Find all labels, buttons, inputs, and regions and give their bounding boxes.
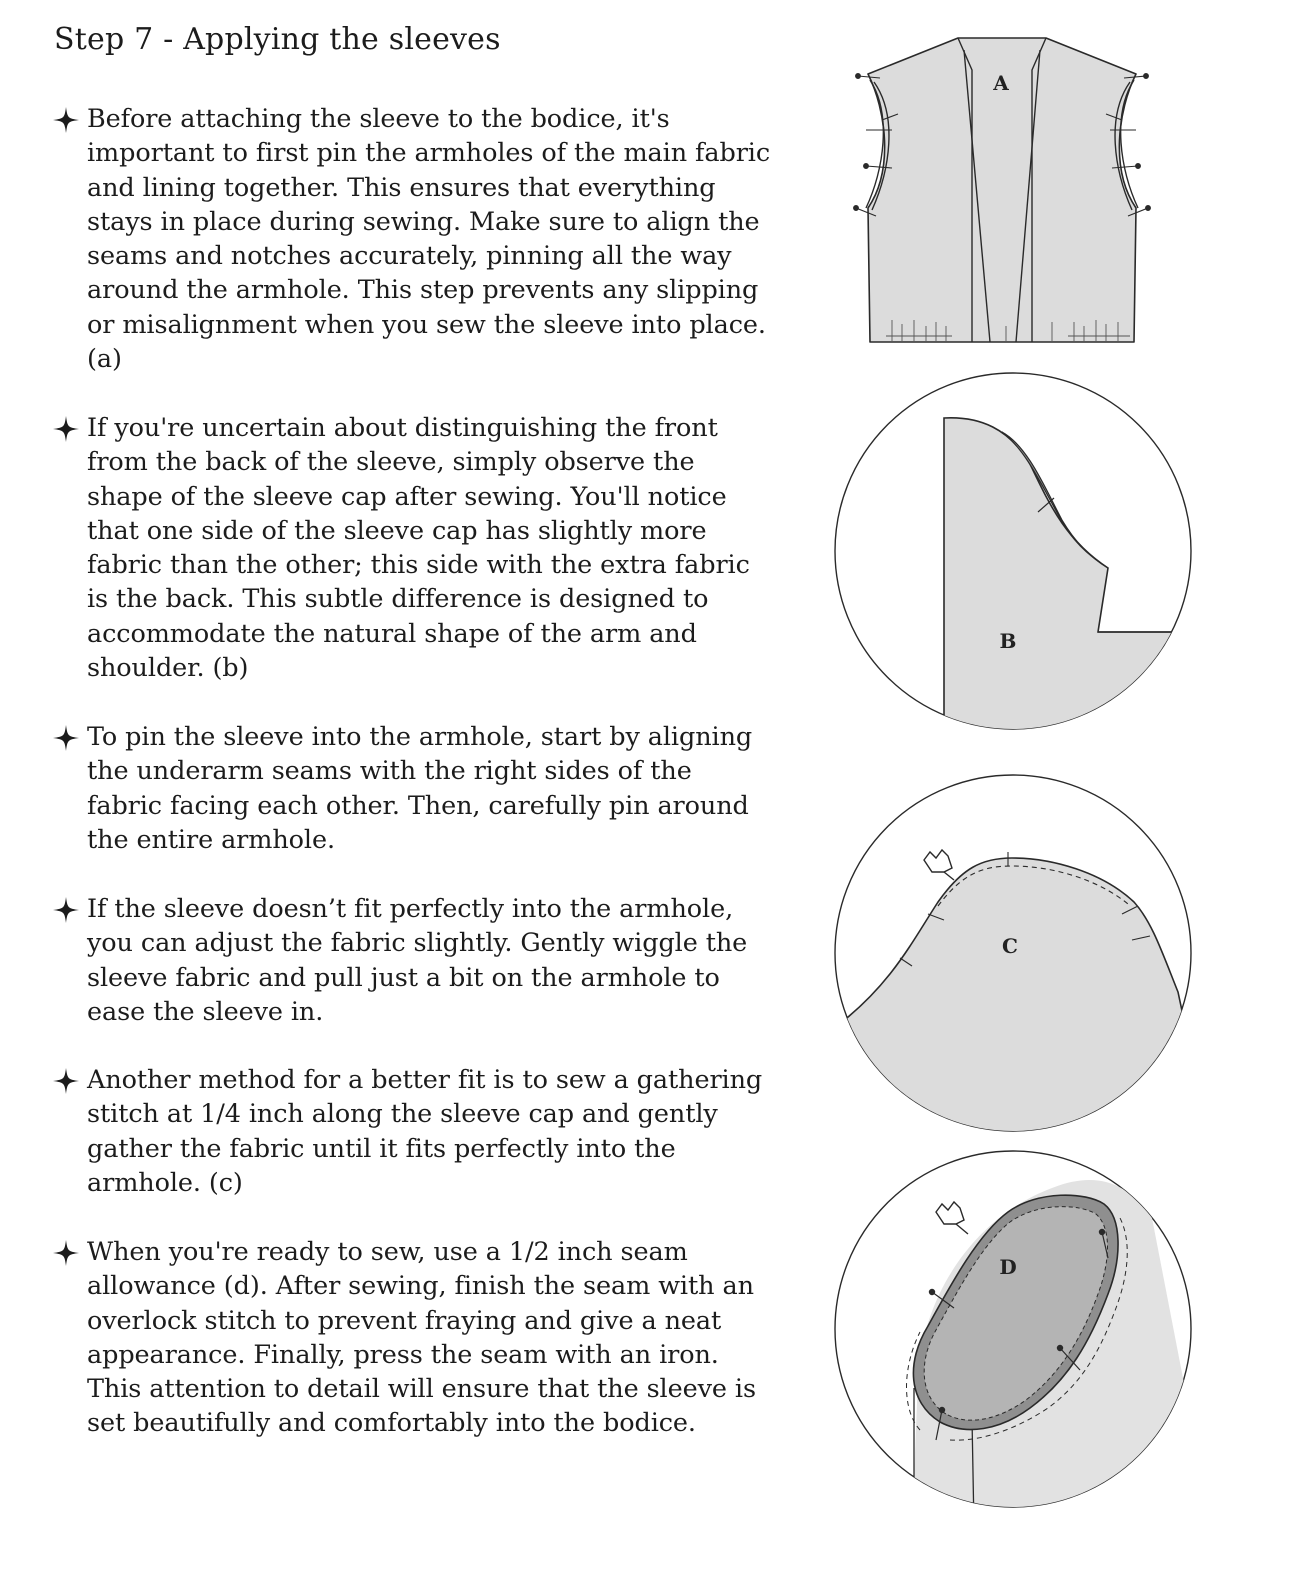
page-title: Step 7 - Applying the sleeves (54, 22, 501, 57)
figure-c-gathering-stitch (832, 772, 1194, 1134)
step-6-text: When you're ready to sew, use a 1/2 inch seam allowance (d). After sewing, finish the seam with an overlock stitch to prevent fraying and give a neat appearance. Finally, press the seam with an iron. This attention to detail will ensure that the sleeve is set beautifully and comfortably into the bodice. (87, 1237, 756, 1439)
step-5 (52, 1063, 772, 1200)
figure-a-bodice (840, 30, 1180, 350)
step-2-text: If you're uncertain about distinguishing the front from the back of the sleeve, simply observe the shape of the sleeve cap after sewing. You'll notice that one side of the sleeve cap has slightly more fabric than the other; this side with the extra fabric is the back. This subtle difference is designed to accommodate the natural shape of the arm and shoulder. (b) (87, 413, 750, 684)
star-bullet-icon (52, 896, 80, 924)
step-5-text: Another method for a better fit is to sew a gathering stitch at 1/4 inch along the sleeve cap and gently gather the fabric until it fits perfectly into the armhole. (c) (87, 1065, 763, 1198)
step-4 (52, 892, 772, 1029)
figure-a-label: A (993, 71, 1009, 95)
step-3 (52, 720, 772, 857)
star-bullet-icon (52, 106, 80, 134)
figure-b-label: B (999, 629, 1017, 653)
figure-c-label: C (1002, 934, 1018, 958)
step-3-text: To pin the sleeve into the armhole, start by aligning the underarm seams with the right sides of the fabric facing each other. Then, carefully pin around the entire armhole. (87, 722, 753, 855)
step-1 (52, 102, 772, 376)
star-bullet-icon (52, 415, 80, 443)
star-bullet-icon (52, 1239, 80, 1267)
step-4-text: If the sleeve doesn’t fit perfectly into the armhole, you can adjust the fabric slightly. Gently wiggle the sleeve fabric and pull just a bit on the armhole to ease the sleeve in. (87, 894, 748, 1027)
star-bullet-icon (52, 1067, 80, 1095)
step-6 (52, 1235, 772, 1441)
step-2 (52, 411, 772, 685)
figure-d-seam-allowance (832, 1148, 1194, 1510)
star-bullet-icon (52, 724, 80, 752)
step-1-text: Before attaching the sleeve to the bodice, it's important to first pin the armholes of the main fabric and lining together. This ensures that everything stays in place during sewing. Make sure to align the seams and notches accurately, pinning all the way around the armhole. This step prevents any slipping or misalignment when you sew the sleeve into place. (a) (87, 104, 771, 375)
figure-d-label: D (999, 1255, 1017, 1279)
figure-b-sleeve-cap (832, 370, 1194, 732)
